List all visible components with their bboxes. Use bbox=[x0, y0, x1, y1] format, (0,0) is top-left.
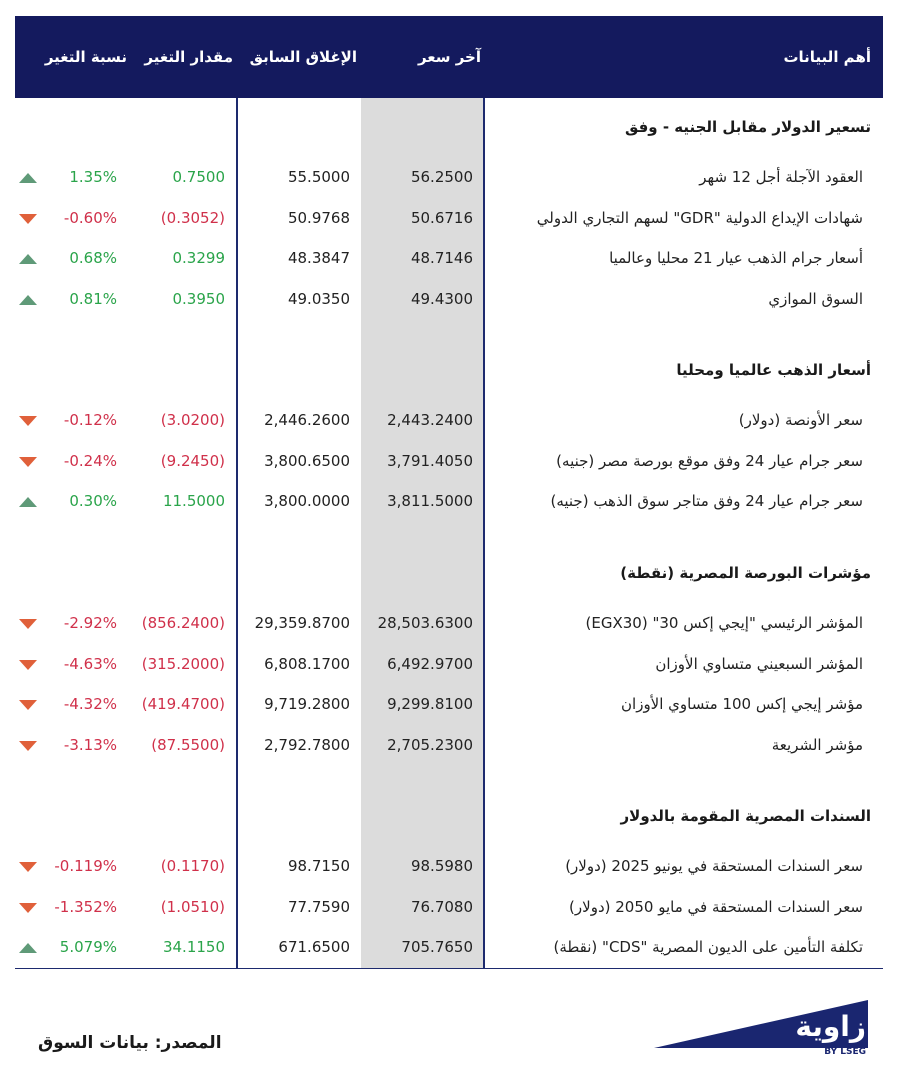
row-label: مؤشر الشريعة bbox=[771, 736, 863, 755]
zawya-logo bbox=[654, 996, 874, 1056]
change-value: (419.4700) bbox=[141, 695, 225, 714]
last-price: 48.7146 bbox=[410, 249, 473, 268]
table-row bbox=[15, 685, 883, 725]
change-value: (0.1170) bbox=[160, 857, 225, 875]
table-row bbox=[15, 280, 883, 320]
table-row bbox=[15, 199, 883, 239]
arrow-down-icon bbox=[19, 416, 37, 426]
change-percent: -3.13% bbox=[63, 736, 117, 755]
last-price: 2,705.2300 bbox=[387, 736, 473, 755]
header-col-change: مقدار التغير bbox=[144, 48, 233, 66]
change-value: (856.2400) bbox=[141, 614, 225, 632]
table-row bbox=[15, 847, 883, 887]
row-label: المؤشر السبعيني متساوي الأوزان bbox=[655, 654, 863, 673]
row-label: أسعار جرام الذهب عيار 21 محليا وعالميا bbox=[609, 249, 863, 268]
header-col-pct: نسبة التغير bbox=[44, 48, 127, 66]
change-percent: 0.68% bbox=[69, 249, 117, 268]
change-value: (9.2450) bbox=[160, 451, 225, 470]
change-percent: -0.24% bbox=[63, 451, 117, 470]
row-label: السوق الموازي bbox=[768, 290, 863, 309]
arrow-down-icon bbox=[19, 457, 37, 467]
change-percent: 0.30% bbox=[69, 492, 117, 511]
logo-wordmark: زاوية bbox=[795, 1010, 866, 1043]
previous-close: 2,446.2600 bbox=[264, 411, 350, 429]
market-data-table bbox=[15, 16, 883, 969]
arrow-down-icon bbox=[19, 903, 37, 913]
arrow-down-icon bbox=[19, 741, 37, 751]
row-label: سعر السندات المستحقة في يونيو 2025 (دولار) bbox=[565, 857, 863, 875]
previous-close: 49.0350 bbox=[287, 290, 350, 309]
last-price: 2,443.2400 bbox=[387, 411, 473, 429]
change-value: 0.3299 bbox=[172, 249, 225, 268]
previous-close: 77.7590 bbox=[287, 897, 350, 916]
logo-byline: BY LSEG bbox=[824, 1047, 866, 1056]
table-row bbox=[15, 928, 883, 968]
arrow-down-icon bbox=[19, 619, 37, 629]
previous-close: 3,800.6500 bbox=[264, 451, 350, 470]
change-percent: 1.35% bbox=[69, 168, 117, 186]
arrow-up-icon bbox=[19, 173, 37, 183]
table-row bbox=[15, 401, 883, 441]
change-percent: -1.352% bbox=[54, 897, 117, 916]
header-col-prev: الإغلاق السابق bbox=[249, 48, 357, 66]
last-price: 49.4300 bbox=[410, 290, 473, 309]
change-percent: -4.63% bbox=[63, 654, 117, 673]
change-percent: -4.32% bbox=[63, 695, 117, 714]
row-label: تكلفة التأمين على الديون المصرية "CDS" (نقطة) bbox=[553, 938, 863, 957]
arrow-up-icon bbox=[19, 943, 37, 953]
change-value: (0.3052) bbox=[160, 208, 225, 227]
last-price: 705.7650 bbox=[401, 938, 473, 957]
change-value: (1.0510) bbox=[160, 897, 225, 916]
arrow-up-icon bbox=[19, 295, 37, 305]
table-row bbox=[15, 239, 883, 279]
previous-close: 98.7150 bbox=[287, 857, 350, 875]
change-percent: -0.12% bbox=[63, 411, 117, 429]
last-price: 9,299.8100 bbox=[387, 695, 473, 714]
last-price: 98.5980 bbox=[410, 857, 473, 875]
table-row bbox=[15, 482, 883, 522]
previous-close: 55.5000 bbox=[287, 168, 350, 186]
arrow-down-icon bbox=[19, 214, 37, 224]
row-label: المؤشر الرئيسي "إيجي إكس 30" (EGX30) bbox=[585, 614, 863, 632]
change-value: 0.3950 bbox=[172, 290, 225, 309]
source-note: المصدر: بيانات السوق bbox=[38, 1033, 222, 1053]
last-price: 76.7080 bbox=[410, 897, 473, 916]
last-price: 28,503.6300 bbox=[377, 614, 473, 632]
row-label: العقود الآجلة أجل 12 شهر bbox=[699, 168, 863, 186]
section-title: مؤشرات البورصة المصرية (نقطة) bbox=[620, 564, 871, 582]
last-price: 3,811.5000 bbox=[387, 492, 473, 511]
row-label: شهادات الإيداع الدولية "GDR" لسهم التجاري الدولي bbox=[536, 208, 863, 227]
table-row bbox=[15, 888, 883, 928]
change-value: (3.0200) bbox=[160, 411, 225, 429]
row-label: سعر جرام عيار 24 وفق متاجر سوق الذهب (جنيه) bbox=[550, 492, 863, 511]
last-price: 50.6716 bbox=[410, 208, 473, 227]
previous-close: 48.3847 bbox=[287, 249, 350, 268]
previous-close: 9,719.2800 bbox=[264, 695, 350, 714]
change-percent: 0.81% bbox=[69, 290, 117, 309]
row-label: سعر السندات المستحقة في مايو 2050 (دولار) bbox=[569, 897, 863, 916]
header-col-last: آخر سعر bbox=[417, 48, 481, 66]
previous-close: 2,792.7800 bbox=[264, 736, 350, 755]
previous-close: 3,800.0000 bbox=[264, 492, 350, 511]
change-percent: -2.92% bbox=[63, 614, 117, 632]
change-value: (315.2000) bbox=[141, 654, 225, 673]
arrow-down-icon bbox=[19, 700, 37, 710]
previous-close: 50.9768 bbox=[287, 208, 350, 227]
previous-close: 671.6500 bbox=[278, 938, 350, 957]
last-price: 56.2500 bbox=[410, 168, 473, 186]
header-col-name: أهم البيانات bbox=[783, 48, 871, 66]
table-row bbox=[15, 604, 883, 644]
row-label: سعر جرام عيار 24 وفق موقع بورصة مصر (جنيه) bbox=[556, 451, 863, 470]
row-label: سعر الأونصة (دولار) bbox=[738, 411, 863, 429]
table-row bbox=[15, 645, 883, 685]
change-value: (87.5500) bbox=[151, 736, 225, 755]
table-row bbox=[15, 442, 883, 482]
table-header bbox=[15, 16, 883, 98]
change-percent: -0.60% bbox=[63, 208, 117, 227]
section-title: تسعير الدولار مقابل الجنيه - وفق bbox=[624, 118, 871, 136]
change-percent: -0.119% bbox=[54, 857, 117, 875]
section-title: السندات المصرية المقومة بالدولار bbox=[620, 807, 871, 825]
arrow-down-icon bbox=[19, 660, 37, 670]
change-value: 11.5000 bbox=[162, 492, 225, 511]
change-value: 34.1150 bbox=[162, 938, 225, 957]
arrow-up-icon bbox=[19, 254, 37, 264]
previous-close: 29,359.8700 bbox=[254, 614, 350, 632]
change-percent: 5.079% bbox=[59, 938, 117, 957]
arrow-up-icon bbox=[19, 497, 37, 507]
row-label: مؤشر إيجي إكس 100 متساوي الأوزان bbox=[621, 695, 863, 714]
table-row bbox=[15, 726, 883, 766]
change-value: 0.7500 bbox=[172, 168, 225, 186]
last-price: 6,492.9700 bbox=[387, 654, 473, 673]
last-price: 3,791.4050 bbox=[387, 451, 473, 470]
section-title: أسعار الذهب عالميا ومحليا bbox=[676, 361, 871, 379]
previous-close: 6,808.1700 bbox=[264, 654, 350, 673]
table-row bbox=[15, 158, 883, 198]
arrow-down-icon bbox=[19, 862, 37, 872]
